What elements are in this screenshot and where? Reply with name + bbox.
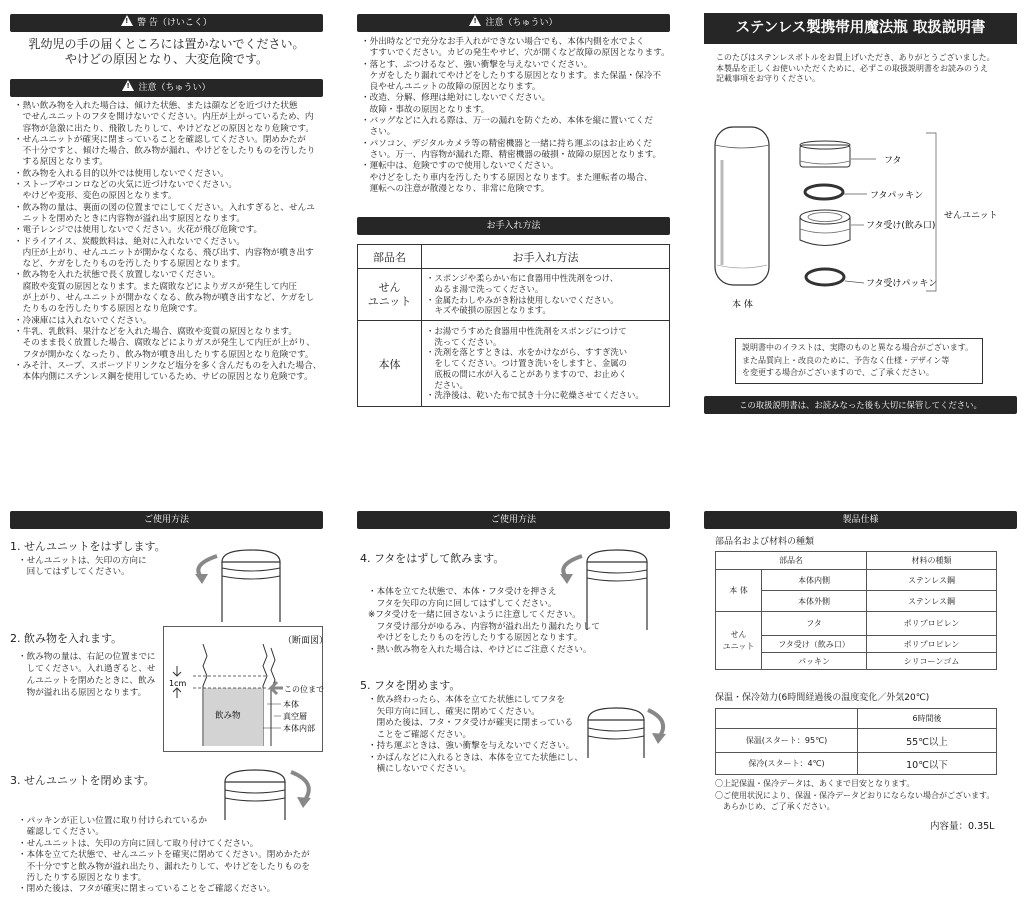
care-col-method: お手入れ方法 [422,245,670,269]
label-vacuum: 真空層 [283,712,307,721]
label-futa-packing: フタパッキン [870,191,924,201]
label-futa-uke-packing: フタ受けパッキン [866,279,938,289]
step3-illustration [205,760,325,820]
text-line: ・外出時などで充分なお手入れができない場合でも、本体内側を水でよく [361,37,645,47]
warning-text: 乳幼児の手の届くところには置かないでください。 やけどの原因となり、大変危険です。 [28,37,305,66]
text-line: 底板の間に水が入ることがありますので、お止めく [426,368,627,379]
text-line: ・洗浄後は、乾いた布で拭き十分に乾燥させてください。 [426,390,644,401]
usage-bar-1: ご使用方法 [10,511,323,529]
label-futa: フタ [884,156,902,166]
text-line: でせんユニットのフタを開けないでください。内圧が上がっているため、内 [14,112,314,123]
text-line: さい。万一、内容物が漏れた際、精密機器の破損・故障の原因となります。 [361,149,662,160]
step3-title: 3. せんユニットを閉めます。 [10,774,155,787]
illustration-note: 説明書中のイラストは、実際のものと異なる場合がございます。 また品質向上・改良のために、予告なく仕様・デザイン等 を変更する場合がございますので、ご了承ください。 [735,338,983,384]
text-line: さい。 [361,127,396,138]
text-line: ・電子レンジでは使用しないでください。火花が飛び危険です。 [14,225,263,236]
caution-title-bar: !注意（ちゅうい） [10,79,323,97]
text-line: ・飲み物を入れた状態で長く放置しないでください。 [14,270,221,281]
care-row1-part: せん ユニット [358,269,422,321]
label-drink: 飲み物 [215,711,241,721]
care-col-part: 部品名 [358,245,422,269]
materials-table: 部品名 材料の種類 本 体 本体内側 ステンレス鋼 本体外側 ステンレス鋼 せん ユニット フタ ポリプロピレン フタ受け（飲み口） ポリプロピレン パッキン シリコーンゴム [715,551,997,670]
performance-notes: 〇上記保温・保冷データは、あくまで目安となります。 〇ご使用状況により、保温・保冷データどおりにならない場合がございます。 あらかじめ、ご了承ください。 [715,779,995,811]
care-table [357,244,670,407]
text-line: をしてください。つけ置き洗いをしますと、金属の [426,358,627,369]
rotate-arrow-icon [648,710,663,736]
step5-illustration [580,698,670,758]
text-line: ・牛乳、乳飲料、果汁などを入れた場合、腐敗や変質の原因となります。 [14,326,297,337]
text-line: ・冷凍庫には入れないでください。 [14,315,152,326]
text-line: ・改造、分解、修理は絶対にしないでください。 [361,93,551,104]
text-line: など、ケガをしたりものを汚したりする原因となります。 [14,259,246,270]
label-body: 本 体 [732,300,753,310]
caution-triangle-icon [469,15,481,26]
bottle-illustration [715,127,769,285]
step5-text: ・飲み終わったら、本体を立てた状態にしてフタを 矢印方向に回し、確実に閉めてください。 閉めた後は、フタ・フタ受けが確実に閉まっている ことをご確認ください。 ・持ち運ぶときは、強い衝撃を与えないでください。 ・かばんなどに入れるときは、本体を立てた状態にし、 横にしないでください。 [368,695,583,774]
step5-title: 5. フタを閉めます。 [360,679,461,692]
text-line: ・洗剤を落とすときは、水をかけながら、すすぎ洗い [426,347,628,358]
warning-title-bar: !警 告（けいこく） [10,14,323,32]
keep-manual-bar: この取扱説明書は、お読みなった後も大切に保管してください。 [704,396,1017,414]
text-line: 良やせんユニットの故障の原因となります。 [361,82,541,93]
label-inner: 本体内部 [283,724,315,733]
cap-illustration [800,141,850,167]
caution-list-2 [361,37,670,195]
care-row2-method [422,321,670,407]
performance-title: 保温・保冷効力(6時間経過後の温度変化／外気20℃) [715,693,930,703]
text-line: 内圧が上がり、せんユニットが開かなくなる、飛び出す、内容物が噴き出す [14,247,314,258]
text-line: ケガをしたり漏れてやけどをしたりする原因となります。また保温・保冷不 [361,70,661,81]
label-1cm: 1cm [169,679,187,688]
text-line: たりものを汚したりする原因となり危険です。 [14,304,203,315]
performance-table: 6時間後 保温(スタート：95℃) 55℃以上 保冷(スタート：4℃) 10℃以下 [715,708,997,775]
fill-level-arrow-icon [271,682,283,694]
text-line: ・お湯でうすめた食器用中性洗剤をスポンジにつけて [426,325,627,336]
spec-bar: 製品仕様 [704,511,1017,529]
text-line: 腐敗や変質の原因となります。また腐敗などによりガスが発生して内圧 [14,281,297,292]
text-line: ・ドライアイス、炭酸飲料は、絶対に入れないでください。 [14,236,245,247]
text-line: 不十分ですと、傾けた場合、飲み物が漏れ、やけどをしたりものを汚したり [14,146,316,157]
usage-bar-2: ご使用方法 [357,511,670,529]
rotate-arrow-icon [291,772,309,800]
label-body: 本体 [283,700,299,709]
label-futa-uke: フタ受け(飲み口) [866,221,936,231]
text-line: ださい。 [426,379,468,390]
text-line: ・せんユニットが確実に閉まっていることを確認してください。閉めかたが [14,134,306,145]
caution-title-bar-2: !注意（ちゅうい） [357,14,670,32]
lid-receiver-packing-illustration [806,269,844,285]
text-line: やけどをしたり車内を汚したりする原因となります。また運転者の場合、 [361,172,653,183]
care-title-bar: お手入れ方法 [357,217,670,235]
lid-receiver-illustration [800,210,850,246]
text-line: ・飲み物の量は、裏面の図の位置までにしてください。入れすぎると、せんユ [14,202,315,213]
care-row1-method [422,269,670,321]
text-line: 故障・事故の原因となります。 [361,104,490,115]
text-line: ・運転中は、危険ですので使用しないでください。 [361,161,559,172]
label-sen-unit: せんユニット [944,211,998,221]
text-line: 本体内側にステンレス鋼を使用しているため、サビの原因となり危険です。 [14,372,313,383]
caution-triangle-icon [122,80,134,91]
text-line: ・飲み物を入れる目的以外では使用しないでください。 [14,168,229,179]
product-parts-diagram [704,115,1024,320]
caution-list [14,101,321,383]
step4-title: 4. フタをはずして飲みます。 [360,552,505,565]
step1-title: 1. せんユニットをはずします。 [10,540,166,553]
step3-text: ・パッキンが正しい位置に取り付けられているか 確認してください。 ・せんユニットは、矢印の方向に回して取り付けてください。 ・本体を立てた状態で、せんユニットを確実に閉めてください。閉めかたが 不十分ですと飲み物が溢れ出たり、漏れたりして、やけどをしたりものを 汚したりする原因となります。 ・閉めた後は、フタが確実に閉まっていることをご確認ください。 [18,816,311,895]
text-line: 運転への注意が散漫となり、非常に危険です。 [361,183,550,194]
step1-text: ・せんユニットは、矢印の方向に 回してはずしてください。 [18,556,147,578]
text-line: ・バッグなどに入れる際は、万一の漏れを防ぐため、本体を縦に置いてくだ [361,116,653,127]
text-line: ・落とす、ぶつけるなど、強い衝撃を与えないでください。 [361,59,593,70]
intro-text: このたびはステンレスボトルをお買上げいただき、ありがとうございました。 本製品を正しくお使いいただくために、必ずこの取扱説明書をお読みのうえ 記載事項をお守りください。 [716,53,995,84]
text-line: やけどや変形、変色の原因となります。 [14,191,177,202]
text-line: 洗ってください。 [426,336,502,347]
step1-illustration [180,540,290,622]
text-line: すすいでください。カビの発生やサビ、穴が開くなど故障の原因となります。 [361,48,670,59]
step2-title: 2. 飲み物を入れます。 [10,632,123,645]
step2-text: ・飲み物の量は、右記の位置までに してください。入れ過ぎると、せ んユニットを閉めたときに、飲み 物が溢れ出る原因となります。 [18,652,156,698]
text-line: ・みそ汁、スープ、スポーツドリンクなど塩分を多く含んだものを入れた場合、 [14,360,322,371]
text-line: ・スポンジや柔らかい布に食器用中性洗剤をつけ、 [426,272,619,283]
text-line: ・金属たわしやみがき粉は使用しないでください。 [426,294,619,305]
text-line: キズや破損の原因となります。 [426,305,551,316]
warning-triangle-icon [121,15,133,26]
text-line: ・熱い飲み物を入れた場合は、傾けた状態、または顔などを近づけた状態 [14,101,298,111]
text-line: ・パソコン、デジタルカメラ等の精密機器と一緒に持ち運ぶのはお止めくだ [361,138,652,149]
materials-title: 部品名および材料の種類 [715,537,815,547]
text-line: ぬるま湯で洗ってください。 [426,283,544,294]
text-line: ・ストーブやコンロなどの火気に近づけないでください。 [14,180,238,191]
cap-packing-illustration [805,185,843,199]
text-line: が上がり、せんユニットが開かなくなる、飲み物が噴き出すなど、ケガをし [14,293,315,304]
step4-text: ・本体を立てた状態で、本体・フタ受けを押さえ フタを矢印の方向に回してはずしてください。 ※フタ受けを一緒に回さないように注意してください。 フタ受け部分がゆるみ、内容物が溢れ出たり漏れたりして やけどをしたりものを汚したりする原因となります。 ・熱い飲み物を入れた場合は、やけどにご注意ください。 [368,587,600,655]
manual-title: ステンレス製携帯用魔法瓶 取扱説明書 [704,13,1017,44]
capacity: 内容量：0.35L [930,821,995,832]
text-line: フタが開かなくなったり、飲み物が噴き出したりする原因となり危険です。 [14,349,314,360]
cross-section-diagram [163,626,329,752]
section-label: （断面図） [283,636,329,646]
text-line: する原因となります。 [14,157,108,168]
text-line: ニットを閉めたときに内容物が溢れ出す原因となります。 [14,213,246,224]
text-line: そのまま長く放置した場合、腐敗などによりガスが発生して内圧が上がり、 [14,338,315,349]
text-line: 容物が急激に出たり、飛散したりして、やけどなどの原因となり危険です。 [14,123,314,134]
care-row2-part: 本体 [358,321,422,407]
label-up-to: この位まで [284,685,324,694]
